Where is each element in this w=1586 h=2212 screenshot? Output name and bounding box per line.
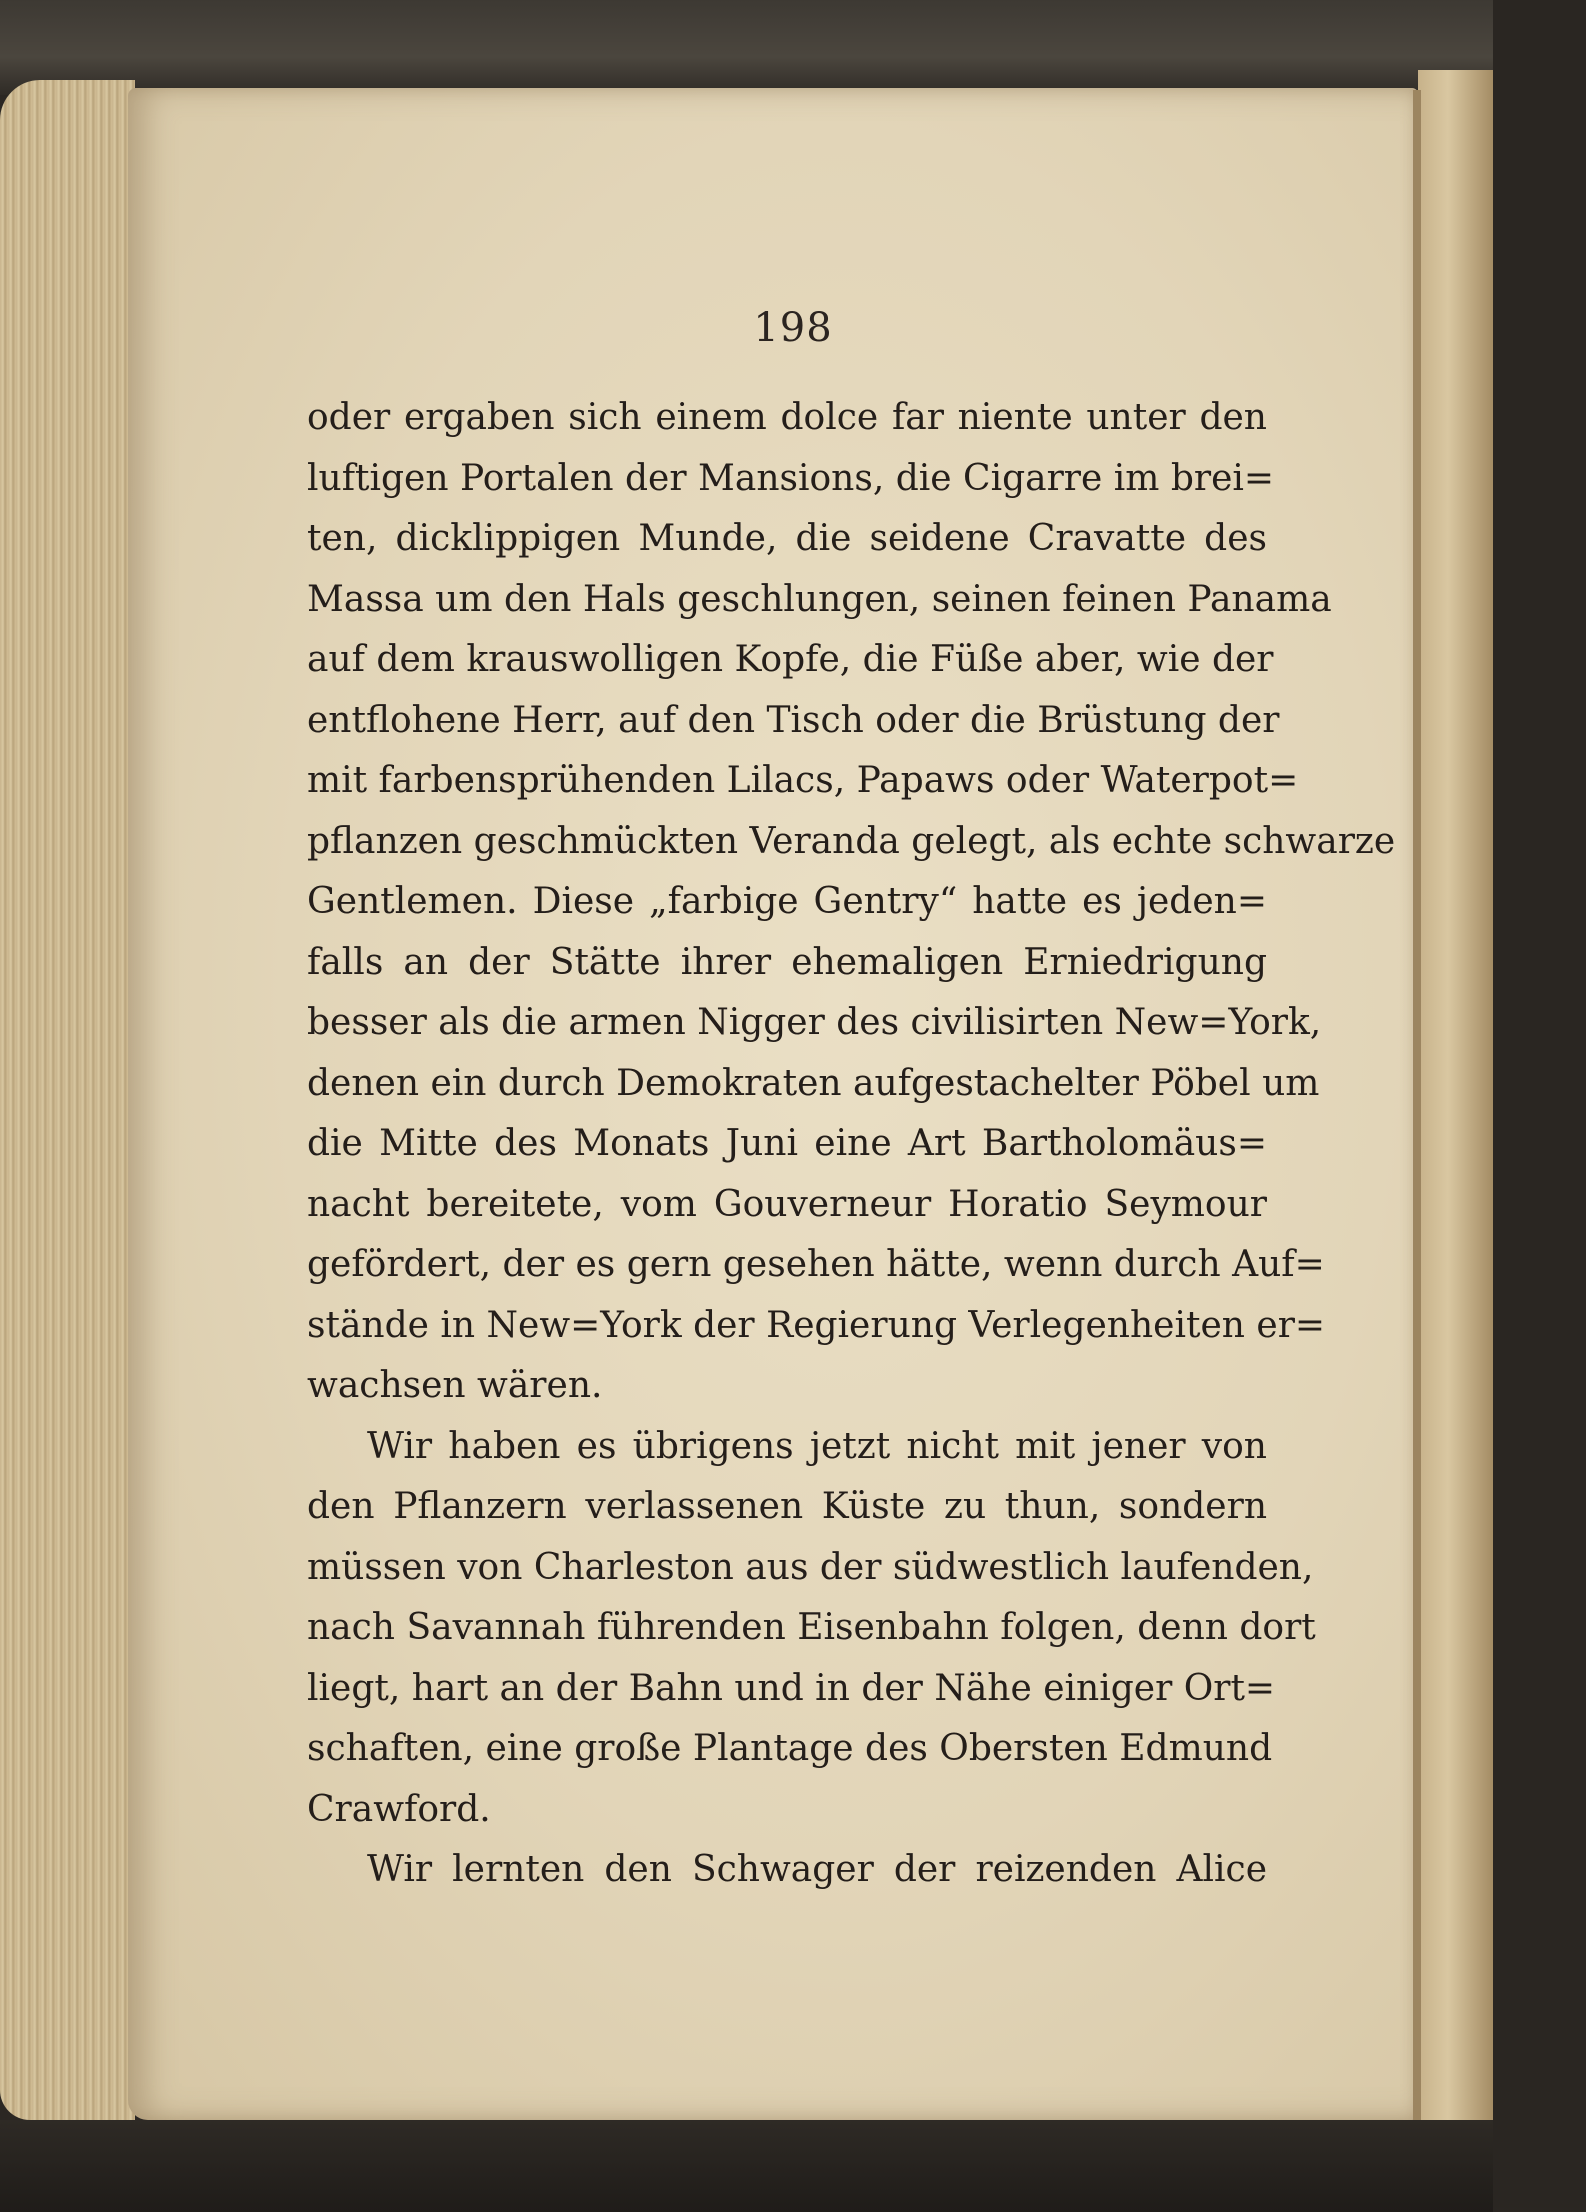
- text-line: schaften, eine große Plantage des Obersten Edmund: [307, 1728, 1273, 1769]
- text-line: mit farbensprühenden Lilacs, Papaws oder Waterpot=: [307, 760, 1299, 801]
- text-line: Massa um den Hals geschlungen, seinen feinen Panama: [307, 578, 1332, 620]
- page-stack-left: [0, 80, 135, 2120]
- text-line: entflohene Herr, auf den Tisch oder die Brüstung der: [307, 699, 1280, 741]
- text-line: luftigen Portalen der Mansions, die Cigarre im brei=: [307, 457, 1275, 499]
- text-line: nacht bereitete, vom Gouverneur Horatio Seymour: [307, 1183, 1267, 1225]
- text-line: denen ein durch Demokraten aufgestachelter Pöbel um: [307, 1062, 1320, 1104]
- text-line: müssen von Charleston aus der südwestlich laufenden,: [307, 1546, 1314, 1588]
- text-line: liegt, hart an der Bahn und in der Nähe einiger Ort=: [307, 1667, 1276, 1709]
- book-cover-bottom: [0, 2120, 1493, 2212]
- text-line: Gentlemen. Diese „farbige Gentry“ hatte es jeden=: [307, 881, 1267, 922]
- text-line-paragraph-start: Wir haben es übrigens jetzt nicht mit jener von: [367, 1425, 1267, 1467]
- text-line: stände in New=York der Regierung Verlegenheiten er=: [307, 1304, 1326, 1346]
- text-line-paragraph-start: Wir lernten den Schwager der reizenden Alice: [367, 1849, 1267, 1890]
- text-line: den Pflanzern verlassenen Küste zu thun, sondern: [307, 1486, 1267, 1527]
- book-cover-top: [0, 0, 1493, 95]
- text-line: gefördert, der es gern gesehen hätte, wenn durch Auf=: [307, 1244, 1325, 1285]
- page-number: 198: [753, 305, 833, 351]
- text-line: auf dem krauswolligen Kopfe, die Füße aber, wie der: [307, 639, 1274, 680]
- text-line: nach Savannah führenden Eisenbahn folgen, denn dort: [307, 1607, 1316, 1648]
- facing-page-edge: [1418, 70, 1493, 2150]
- text-line: besser als die armen Nigger des civilisirten New=York,: [307, 1002, 1322, 1043]
- text-line: falls an der Stätte ihrer ehemaligen Erniedrigung: [307, 941, 1267, 983]
- text-line: ten, dicklippigen Munde, die seidene Cravatte des: [307, 518, 1267, 559]
- text-line: pflanzen geschmückten Veranda gelegt, als echte schwarze: [307, 820, 1396, 862]
- text-line: oder ergaben sich einem dolce far niente unter den: [307, 397, 1267, 438]
- text-line-paragraph-end: wachsen wären.: [307, 1365, 603, 1406]
- gutter-shadow: [1413, 90, 1421, 2120]
- body-text: [307, 388, 1396, 1901]
- text-line-paragraph-end: Crawford.: [307, 1788, 491, 1830]
- text-line: die Mitte des Monats Juni eine Art Bartholomäus=: [307, 1123, 1267, 1164]
